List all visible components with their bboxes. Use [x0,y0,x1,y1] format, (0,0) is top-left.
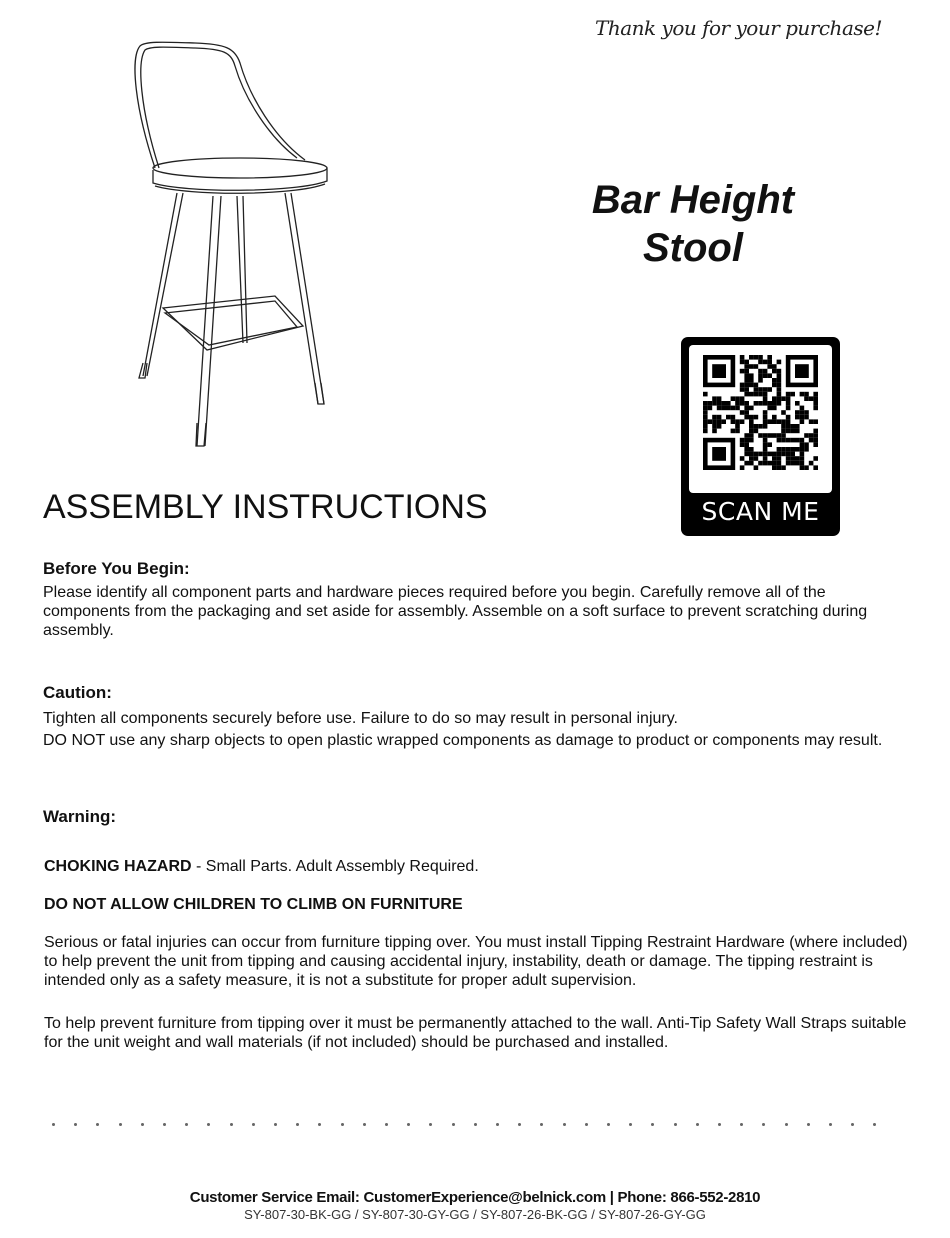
caution-section [43,683,913,750]
divider-dot [452,1123,455,1126]
tipping-paragraph: Serious or fatal injuries can occur from furniture tipping over. You must install Tipping Restraint Hardware (where included) to help prevent the unit from tipping and causing accidental injury, instability, death or damage. The tipping restraint is intended only as a safety measure, it is not a substitute for proper adult supervision. [44,934,908,989]
product-title-line1: Bar Height [591,178,795,222]
bar-stool-illustration [125,38,335,450]
page-heading: ASSEMBLY INSTRUCTIONS [43,488,488,526]
divider-dot [429,1123,432,1126]
divider-dot [718,1123,721,1126]
divider-dot [52,1123,55,1126]
divider-dot [762,1123,765,1126]
divider-dot [807,1123,810,1126]
before-text: Please identify all component parts and hardware pieces required before you begin. Carefully remove all of the components from the packaging and set aside for assembly. Assemble on a soft surface to prevent scratching during assembly. [43,584,868,639]
divider-dot [696,1123,699,1126]
divider-dot [674,1123,677,1126]
divider-dot [740,1123,743,1126]
divider-dot [629,1123,632,1126]
divider-dot [851,1123,854,1126]
warning-title: Warning: [43,807,117,826]
divider-dot [496,1123,499,1126]
caution-line2: DO NOT use any sharp objects to open plastic wrapped components as damage to product or components may result. [43,732,883,749]
warning-section [43,807,913,827]
divider-dot [207,1123,210,1126]
model-numbers: SY-807-30-BK-GG / SY-807-30-GY-GG / SY-807-26-BK-GG / SY-807-26-GY-GG [244,1207,706,1222]
divider-dot [252,1123,255,1126]
warning-body [44,857,914,1052]
divider-dot [651,1123,654,1126]
divider-dot [96,1123,99,1126]
wall-strap-paragraph: To help prevent furniture from tipping over it must be permanently attached to the wall. Anti-Tip Safety Wall Straps suitable for the unit weight and wall materials (if not included) should be purchased and installed. [44,1015,907,1051]
qr-code-card[interactable] [681,337,840,536]
divider-dot [607,1123,610,1126]
caution-line1: Tighten all components securely before use. Failure to do so may result in personal injury. [43,710,678,727]
divider-dot [185,1123,188,1126]
divider-dot [829,1123,832,1126]
choking-hazard-label: CHOKING HAZARD [44,858,192,875]
divider-dot [141,1123,144,1126]
divider-dot [407,1123,410,1126]
divider-dot [540,1123,543,1126]
choking-hazard-text: - Small Parts. Adult Assembly Required. [191,858,479,875]
product-title [560,176,826,272]
divider-dot [163,1123,166,1126]
divider-dot [563,1123,566,1126]
thank-you-note: Thank you for your purchase! [595,16,882,40]
divider-dot [385,1123,388,1126]
caution-title: Caution: [43,683,112,702]
scan-me-label: SCAN ME [701,497,820,526]
divider-dot [474,1123,477,1126]
before-you-begin-section [43,559,913,640]
product-title-line2: Stool [643,226,743,270]
divider-dot [318,1123,321,1126]
dotted-divider [52,1120,882,1130]
divider-dot [585,1123,588,1126]
divider-dot [785,1123,788,1126]
divider-dot [341,1123,344,1126]
divider-dot [230,1123,233,1126]
divider-dot [363,1123,366,1126]
divider-dot [274,1123,277,1126]
divider-dot [119,1123,122,1126]
before-title: Before You Begin: [43,559,190,578]
customer-service-contact: Customer Service Email: CustomerExperience@belnick.com | Phone: 866-552-2810 [189,1189,761,1206]
climb-warning: DO NOT ALLOW CHILDREN TO CLIMB ON FURNITURE [44,896,463,913]
divider-dot [74,1123,77,1126]
qr-code-icon [703,355,818,470]
divider-dot [296,1123,299,1126]
divider-dot [873,1123,876,1126]
footer [0,1189,950,1222]
divider-dot [518,1123,521,1126]
